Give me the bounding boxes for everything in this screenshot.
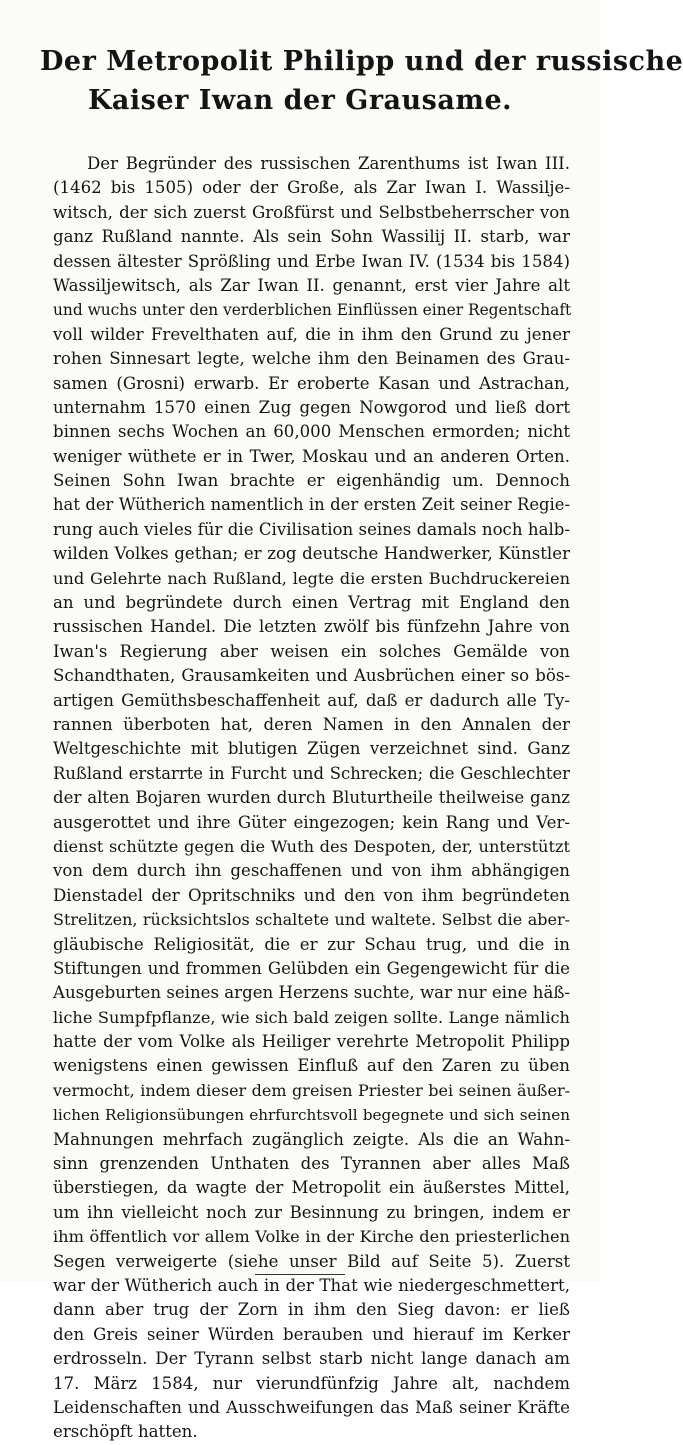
article-line: gläubische Religiosität, die er zur Schau trug, und die in: [53, 934, 570, 954]
footer-rule: [255, 1274, 345, 1275]
article-line: Der Begründer des russischen Zarenthums ist Iwan III.: [87, 154, 570, 173]
article-line: sinn grenzenden Unthaten des Tyrannen aber alles Maß: [53, 1154, 570, 1174]
article-line: Iwan's Regierung aber weisen ein solches Gemälde von: [53, 641, 570, 661]
article-line: ganz Rußland nannte. Als sein Sohn Wassilij II. starb, war: [53, 227, 570, 247]
article-line: Ausgeburten seines argen Herzens suchte, war nur eine häß-: [53, 983, 571, 1003]
article-line: Leidenschaften und Ausschweifungen das Maß seiner Kräfte: [53, 1397, 570, 1417]
article-line: weniger wüthete er in Twer, Moskau und an anderen Orten.: [53, 446, 570, 466]
article-line: Rußland erstarrte in Furcht und Schrecken; die Geschlechter: [53, 763, 570, 783]
article-line: Segen verweigerte (siehe unser Bild auf Seite 5). Zuerst: [53, 1251, 570, 1271]
article-title-line-1: Der Metropolit Philipp und der russische: [40, 46, 683, 77]
article-line: hat der Wütherich namentlich in der ersten Zeit seiner Regie-: [53, 495, 570, 515]
article-line: der alten Bojaren wurden durch Bluturtheile theilweise ganz: [53, 788, 570, 808]
article-line: Schandthaten, Grausamkeiten und Ausbrüchen einer so bös-: [53, 666, 570, 686]
article-line: war der Wütherich auch in der That wie niedergeschmettert,: [53, 1275, 570, 1295]
article-line: ihm öffentlich vor allem Volke in der Kirche den priesterlichen: [53, 1227, 570, 1247]
article-line: erschöpft hatten.: [53, 1422, 198, 1442]
article-line: rannen überboten hat, deren Namen in den Annalen der: [53, 714, 570, 734]
article-line: (1462 bis 1505) oder der Große, als Zar Iwan I. Wassilje-: [53, 178, 570, 198]
article-line: Mahnungen mehrfach zugänglich zeigte. Als die an Wahn-: [53, 1129, 570, 1149]
article-line: lichen Religionsübungen ehrfurchtsvoll begegnete und sich seinen: [53, 1106, 570, 1125]
article-line: und Gelehrte nach Rußland, legte die ersten Buchdruckereien: [53, 568, 570, 588]
article-line: an und begründete durch einen Vertrag mit England den: [53, 593, 570, 613]
article-line: rung auch vieles für die Civilisation seines damals noch halb-: [53, 519, 570, 539]
article-line: dessen ältester Sprößling und Erbe Iwan IV. (1534 bis 1584): [53, 251, 570, 271]
article-line: ausgerottet und ihre Güter eingezogen; kein Rang und Ver-: [53, 812, 570, 832]
article-line: dienst schützte gegen die Wuth des Despoten, der, unterstützt: [53, 836, 570, 856]
article-line: unternahm 1570 einen Zug gegen Nowgorod und ließ dort: [53, 397, 570, 417]
article-line: hatte der vom Volke als Heiliger verehrte Metropolit Philipp: [53, 1032, 570, 1052]
article-line: um ihn vielleicht noch zur Besinnung zu bringen, indem er: [53, 1202, 570, 1222]
article-line: Dienstadel der Opritschniks und den von ihm begründeten: [53, 885, 570, 905]
article-line: witsch, der sich zuerst Großfürst und Selbstbeherrscher von: [53, 202, 570, 222]
article-line: wenigstens einen gewissen Einfluß auf den Zaren zu üben: [53, 1056, 570, 1076]
article-line: binnen sechs Wochen an 60,000 Menschen ermorden; nicht: [53, 422, 570, 442]
article-line: erdrosseln. Der Tyrann selbst starb nicht lange danach am: [53, 1349, 570, 1369]
article-body: [53, 152, 570, 1445]
article-line: Seinen Sohn Iwan brachte er eigenhändig um. Dennoch: [53, 471, 570, 491]
article-line: wilden Volkes gethan; er zog deutsche Handwerker, Künstler: [53, 544, 570, 564]
article-line: voll wilder Frevelthaten auf, die in ihm den Grund zu jener: [53, 324, 570, 344]
article-line: überstiegen, da wagte der Metropolit ein äußerstes Mittel,: [53, 1178, 570, 1198]
article-line: samen (Grosni) erwarb. Er eroberte Kasan und Astrachan,: [53, 373, 570, 393]
article-line: vermocht, indem dieser dem greisen Priester bei seinen äußer-: [53, 1080, 570, 1100]
article-line: artigen Gemüthsbeschaffenheit auf, daß er dadurch alle Ty-: [53, 690, 570, 710]
article-line: Stiftungen und frommen Gelübden ein Gegengewicht für die: [53, 958, 570, 978]
article-line: Strelitzen, rücksichtslos schaltete und waltete. Selbst die aber-: [53, 910, 570, 930]
article-line: den Greis seiner Würden berauben und hierauf im Kerker: [53, 1324, 570, 1344]
article-title-line-2: Kaiser Iwan der Grausame.: [87, 85, 513, 116]
article-line: von dem durch ihn geschaffenen und von ihm abhängigen: [53, 861, 570, 881]
article-line: liche Sumpfpflanze, wie sich bald zeigen sollte. Lange nämlich: [53, 1007, 570, 1027]
article-line: dann aber trug der Zorn in ihm den Sieg davon: er ließ: [53, 1300, 570, 1320]
article-line: rohen Sinnesart legte, welche ihm den Beinamen des Grau-: [53, 349, 570, 369]
article-line: Wassiljewitsch, als Zar Iwan II. genannt, erst vier Jahre alt: [53, 275, 570, 295]
article-line: 17. März 1584, nur vierundfünfzig Jahre alt, nachdem: [53, 1373, 570, 1393]
article-line: Weltgeschichte mit blutigen Zügen verzeichnet sind. Ganz: [53, 739, 570, 759]
article-line: und wuchs unter den verderblichen Einflüssen einer Regentschaft: [53, 301, 572, 320]
article-line: russischen Handel. Die letzten zwölf bis fünfzehn Jahre von: [53, 617, 570, 637]
